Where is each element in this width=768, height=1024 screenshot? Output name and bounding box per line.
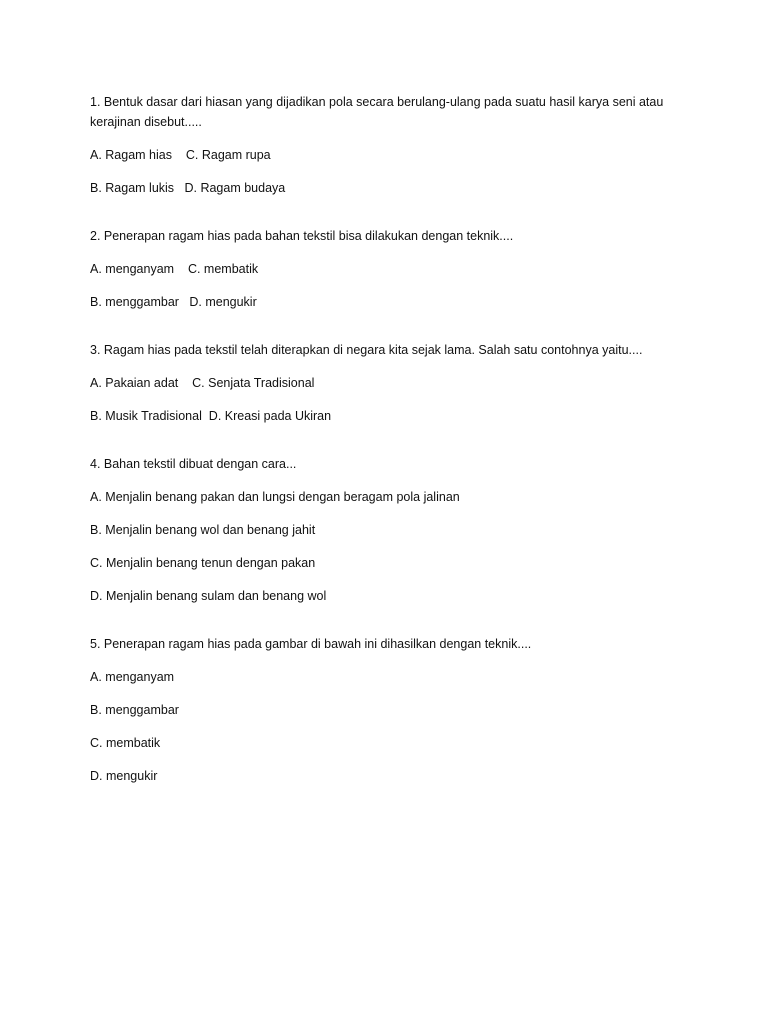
answer-option: C. membatik bbox=[90, 736, 161, 750]
answer-options-row: A. Ragam hias C. Ragam rupa bbox=[90, 148, 271, 162]
answer-options-row: A. Pakaian adat C. Senjata Tradisional bbox=[90, 376, 315, 390]
answer-option: D. mengukir bbox=[90, 769, 158, 783]
question-text: 2. Penerapan ragam hias pada bahan tekstil bisa dilakukan dengan teknik.... bbox=[90, 229, 514, 243]
answer-option: B. Menjalin benang wol dan benang jahit bbox=[90, 523, 316, 537]
answer-option: A. Menjalin benang pakan dan lungsi dengan beragam pola jalinan bbox=[90, 490, 460, 504]
answer-options-row: B. menggambar D. mengukir bbox=[90, 295, 257, 309]
answer-option: C. Menjalin benang tenun dengan pakan bbox=[90, 556, 316, 570]
answer-options-row: B. Ragam lukis D. Ragam budaya bbox=[90, 181, 286, 195]
question-1 bbox=[90, 92, 690, 198]
question-4 bbox=[90, 454, 690, 606]
answer-option: D. Menjalin benang sulam dan benang wol bbox=[90, 589, 327, 603]
question-text: 3. Ragam hias pada tekstil telah diterapkan di negara kita sejak lama. Salah satu contohnya yaitu.... bbox=[90, 343, 643, 357]
question-text: 1. Bentuk dasar dari hiasan yang dijadikan pola secara berulang-ulang pada suatu hasil karya seni atau kerajinan disebut..... bbox=[90, 95, 664, 129]
answer-option: A. menganyam bbox=[90, 670, 175, 684]
answer-options-row: B. Musik Tradisional D. Kreasi pada Ukiran bbox=[90, 409, 332, 423]
question-2 bbox=[90, 226, 690, 312]
question-5 bbox=[90, 634, 690, 786]
quiz-document bbox=[90, 92, 690, 786]
question-text: 5. Penerapan ragam hias pada gambar di bawah ini dihasilkan dengan teknik.... bbox=[90, 637, 532, 651]
answer-options-row: A. menganyam C. membatik bbox=[90, 262, 259, 276]
answer-option: B. menggambar bbox=[90, 703, 179, 717]
question-text: 4. Bahan tekstil dibuat dengan cara... bbox=[90, 457, 297, 471]
question-3 bbox=[90, 340, 690, 426]
